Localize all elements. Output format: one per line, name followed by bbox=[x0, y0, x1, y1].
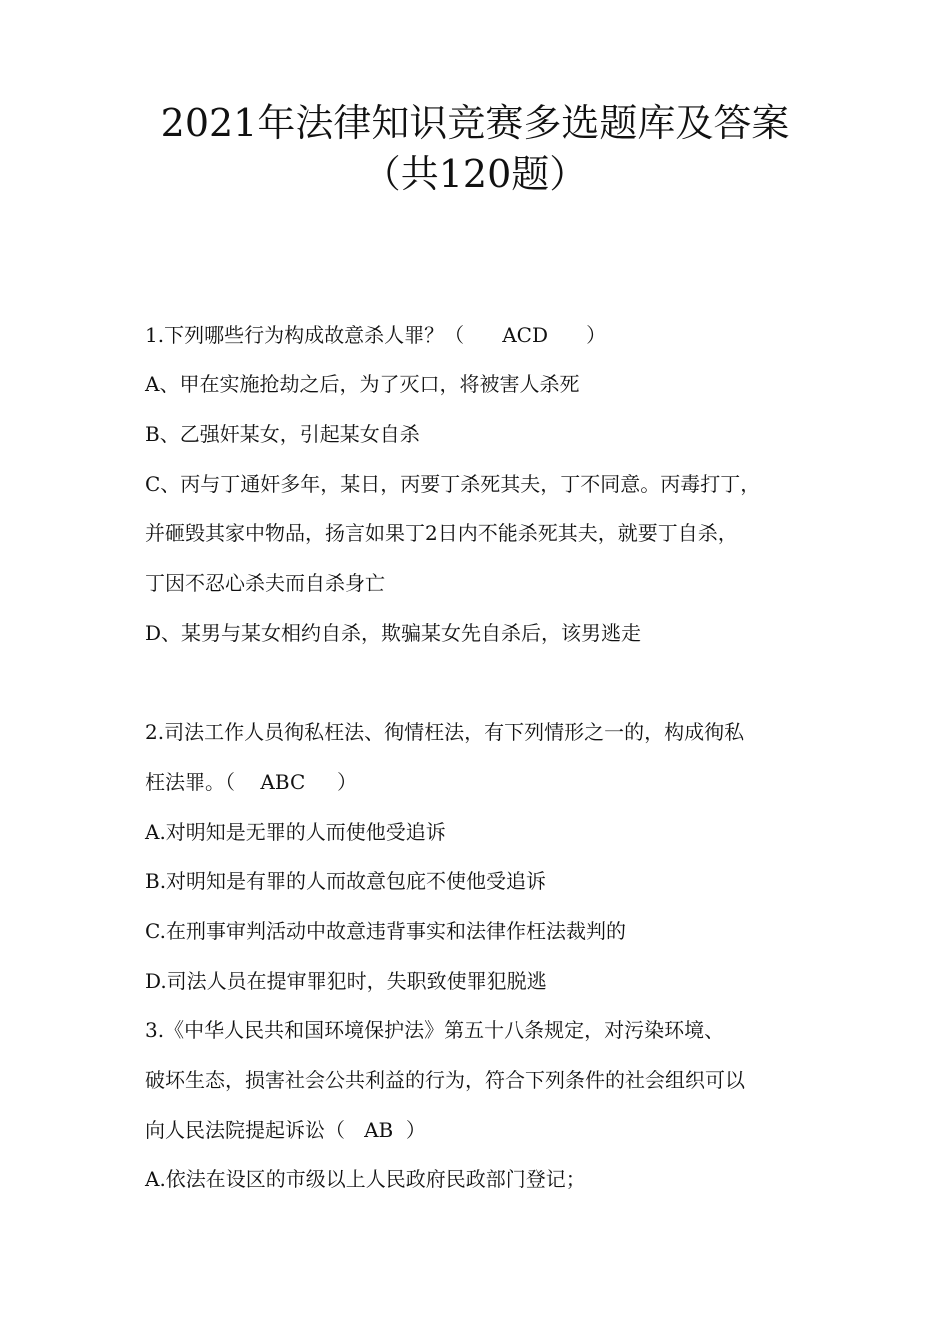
question-1-option-d: D、某男与某女相约自杀，欺骗某女先自杀后，该男逃走 bbox=[145, 621, 642, 645]
question-2-option-b: B.对明知是有罪的人而故意包庇不使他受追诉 bbox=[145, 869, 547, 893]
question-2-option-c: C.在刑事审判活动中故意违背事实和法律作枉法裁判的 bbox=[145, 919, 626, 943]
question-1-stem: 1.下列哪些行为构成故意杀人罪？（ ACD ） bbox=[145, 323, 607, 347]
question-2-option-a: A.对明知是无罪的人而使他受追诉 bbox=[145, 820, 446, 844]
question-1-option-c-line-3: 丁因不忍心杀夫而自杀身亡 bbox=[145, 571, 385, 595]
question-3-stem-line-1: 3.《中华人民共和国环境保护法》第五十八条规定，对污染环境、 bbox=[145, 1018, 725, 1042]
question-2-stem-line-2: 枉法罪。（ ABC ） bbox=[145, 770, 358, 794]
question-1-option-c-line-2: 并砸毁其家中物品，扬言如果丁2日内不能杀死其夫，就要丁自杀， bbox=[145, 521, 738, 545]
question-1-option-c-line-1: C、丙与丁通奸多年，某日，丙要丁杀死其夫，丁不同意。丙毒打丁， bbox=[145, 472, 761, 496]
question-2-option-d: D.司法人员在提审罪犯时，失职致使罪犯脱逃 bbox=[145, 969, 547, 993]
document-title: 2021年法律知识竞赛多选题库及答案 bbox=[160, 101, 790, 145]
question-3-stem-line-3: 向人民法院提起诉讼（ AB ） bbox=[145, 1118, 426, 1142]
document-subtitle: （共120题） bbox=[362, 152, 588, 196]
question-3-stem-line-2: 破坏生态，损害社会公共利益的行为，符合下列条件的社会组织可以 bbox=[145, 1068, 745, 1092]
question-2-stem-line-1: 2.司法工作人员徇私枉法、徇情枉法，有下列情形之一的，构成徇私 bbox=[145, 720, 745, 744]
question-3-option-a: A.依法在设区的市级以上人民政府民政部门登记； bbox=[145, 1167, 586, 1191]
question-1-option-b: B、乙强奸某女，引起某女自杀 bbox=[145, 422, 420, 446]
question-1-option-a: A、甲在实施抢劫之后，为了灭口，将被害人杀死 bbox=[145, 372, 580, 396]
